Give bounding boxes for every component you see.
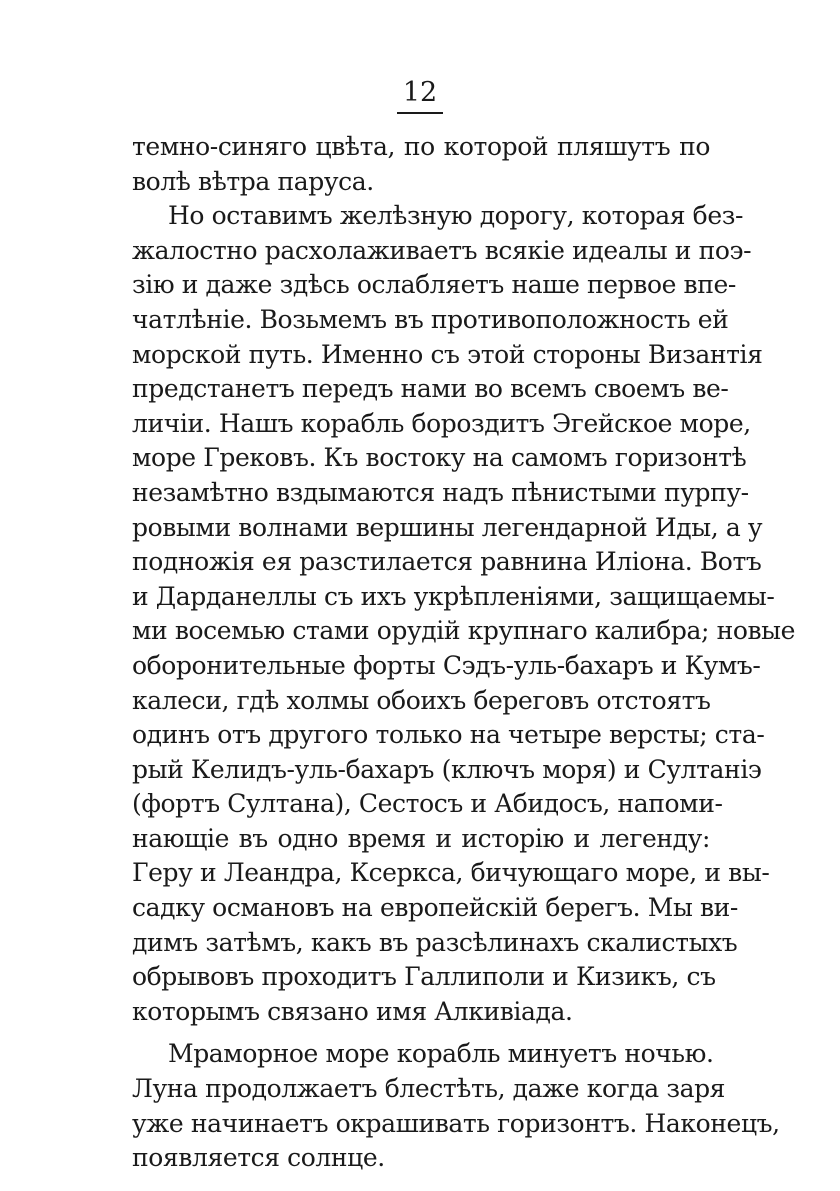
- text-line: предстанетъ передъ нами во всемъ своемъ ве-: [132, 374, 729, 404]
- text-line: зію и даже здѣсь ослабляетъ наше первое впе-: [132, 270, 736, 300]
- paragraph: [132, 130, 710, 199]
- page-number: [0, 76, 840, 114]
- text-line: димъ затѣмъ, какъ въ разсѣлинахъ скалистыхъ: [132, 927, 738, 957]
- text-line: подножія ея разстилается равнина Иліона. Вотъ: [132, 547, 762, 577]
- text-line: нающіе въ одно время и исторію и легенду:: [132, 823, 710, 853]
- text-line: волѣ вѣтра паруса.: [132, 166, 374, 196]
- text-line: калеси, гдѣ холмы обоихъ береговъ отстоятъ: [132, 685, 711, 715]
- text-line: Геру и Леандра, Ксеркса, бичующаго море, и вы-: [132, 858, 770, 888]
- paragraph-spacer: [132, 1029, 710, 1037]
- text-line: оборонительные форты Сэдъ-уль-бахаръ и Кумъ-: [132, 650, 761, 680]
- text-line: которымъ связано имя Алкивіада.: [132, 996, 573, 1026]
- text-line: море Грековъ. Къ востоку на самомъ горизонтѣ: [132, 443, 747, 473]
- text-line: Луна продолжаетъ блестѣть, даже когда заря: [132, 1074, 726, 1104]
- text-line: Мраморное море корабль минуетъ ночью.: [168, 1039, 714, 1069]
- text-line: садку османовъ на европейскій берегъ. Мы ви-: [132, 893, 738, 923]
- text-line: темно-синяго цвѣта, по которой пляшутъ по: [132, 132, 710, 161]
- text-line: появляется солнце.: [132, 1143, 385, 1173]
- text-line: чатлѣніе. Возьмемъ въ противоположность ей: [132, 304, 729, 334]
- text-line: уже начинаетъ окрашивать горизонтъ. Наконецъ,: [132, 1108, 780, 1138]
- text-line: обрывовъ проходитъ Галлиполи и Кизикъ, съ: [132, 962, 716, 992]
- paragraph: [132, 1037, 780, 1175]
- text-line: незамѣтно вздымаются надъ пѣнистыми пурпу-: [132, 477, 749, 507]
- text-line: морской путь. Именно съ этой стороны Византія: [132, 339, 763, 369]
- text-line: и Дарданеллы съ ихъ укрѣпленіями, защищаемы-: [132, 581, 775, 611]
- text-line: жалостно расхолаживаетъ всякіе идеалы и поэ-: [132, 235, 752, 265]
- text-line: ровыми волнами вершины легендарной Иды, а у: [132, 512, 763, 542]
- page-number-label: 12: [397, 76, 443, 114]
- text-line: рый Келидъ-уль-бахаръ (ключъ моря) и Султаніэ: [132, 754, 762, 784]
- text-line: (фортъ Султана), Сестосъ и Абидосъ, напоми-: [132, 789, 723, 819]
- page-body-text: [132, 130, 796, 1176]
- text-line: ми восемью стами орудій крупнаго калибра; новые: [132, 616, 796, 646]
- text-line: Но оставимъ желѣзную дорогу, которая без-: [168, 201, 744, 231]
- text-line: одинъ отъ другого только на четыре версты; ста-: [132, 720, 765, 750]
- paragraph: [132, 199, 796, 1029]
- text-line: личіи. Нашъ корабль бороздитъ Эгейское море,: [132, 408, 751, 438]
